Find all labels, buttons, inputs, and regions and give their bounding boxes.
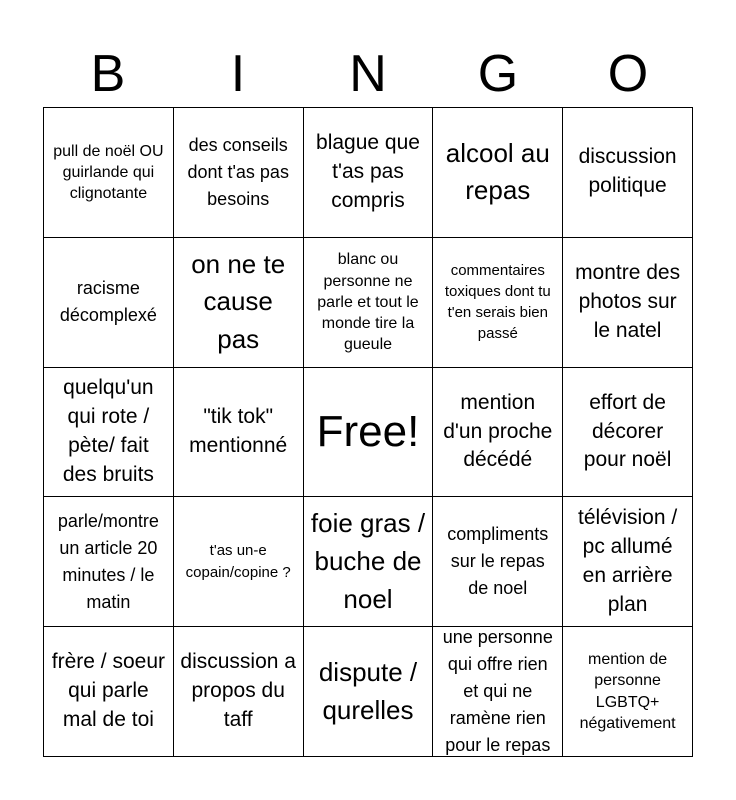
- bingo-cell[interactable]: [563, 238, 693, 368]
- cell-text: commentaires toxiques dont tu t'en serais bien passé: [444, 261, 551, 343]
- bingo-cell[interactable]: [433, 627, 563, 757]
- cell-text: parle/montre un article 20 minutes / le matin: [57, 510, 159, 612]
- bingo-cell[interactable]: [304, 108, 434, 238]
- bingo-grid: [43, 107, 693, 757]
- cell-text: montre des photos sur le natel: [575, 260, 681, 342]
- cell-text: t'as un-e copain/copine ?: [185, 542, 291, 581]
- cell-text: une personne qui offre rien et qui ne ramène rien pour le repas: [442, 627, 553, 756]
- bingo-cell[interactable]: [174, 368, 304, 498]
- header-letter-o: O: [607, 45, 649, 103]
- bingo-cell[interactable]: [563, 108, 693, 238]
- bingo-header: [43, 40, 693, 108]
- bingo-cell[interactable]: [563, 627, 693, 757]
- bingo-cell[interactable]: [304, 497, 434, 627]
- bingo-cell[interactable]: [304, 238, 434, 368]
- bingo-cell[interactable]: [433, 497, 563, 627]
- header-letter-n: N: [349, 45, 387, 103]
- bingo-cell[interactable]: [44, 497, 174, 627]
- free-cell[interactable]: [304, 368, 434, 498]
- cell-text: mention de personne LGBTQ+ négativement: [579, 651, 676, 732]
- cell-text: blanc ou personne ne parle et tout le monde tire la gueule: [317, 251, 419, 353]
- cell-text: frère / soeur qui parle mal de toi: [51, 650, 165, 732]
- cell-text: discussion politique: [578, 145, 677, 198]
- cell-text: effort de décorer pour noël: [583, 390, 672, 472]
- cell-text: racisme décomplexé: [59, 278, 157, 326]
- bingo-cell[interactable]: [44, 627, 174, 757]
- header-letter-b: B: [90, 45, 126, 103]
- bingo-cell[interactable]: [304, 627, 434, 757]
- free-text: Free!: [316, 406, 420, 456]
- cell-text: mention d'un proche décédé: [443, 390, 553, 472]
- cell-text: discussion a propos du taff: [180, 650, 296, 732]
- cell-text: compliments sur le repas de noel: [447, 524, 549, 599]
- cell-text: alcool au repas: [445, 137, 550, 206]
- bingo-cell[interactable]: [44, 368, 174, 498]
- cell-text: foie gras / buche de noel: [310, 508, 426, 614]
- bingo-cell[interactable]: [563, 368, 693, 498]
- bingo-cell[interactable]: [433, 108, 563, 238]
- bingo-cell[interactable]: [433, 368, 563, 498]
- bingo-cell[interactable]: [563, 497, 693, 627]
- header-letter-i: I: [230, 45, 246, 103]
- cell-text: quelqu'un qui rote / pète/ fait des bruits: [62, 376, 154, 486]
- bingo-cell[interactable]: [174, 238, 304, 368]
- cell-text: dispute / qurelles: [318, 656, 418, 725]
- bingo-cell[interactable]: [174, 627, 304, 757]
- cell-text: pull de noël OU guirlande qui clignotante: [53, 142, 164, 202]
- bingo-cell[interactable]: [174, 497, 304, 627]
- cell-text: des conseils dont t'as pas besoins: [187, 134, 289, 209]
- header-letter-g: G: [477, 45, 519, 103]
- bingo-cell[interactable]: [44, 238, 174, 368]
- cell-text: télévision / pc allumé en arrière plan: [577, 505, 678, 616]
- cell-text: on ne te cause pas: [191, 248, 286, 355]
- bingo-cell[interactable]: [433, 238, 563, 368]
- cell-text: blague que t'as pas compris: [316, 130, 420, 212]
- bingo-cell[interactable]: [44, 108, 174, 238]
- cell-text: "tik tok" mentionné: [189, 405, 288, 457]
- bingo-cell[interactable]: [174, 108, 304, 238]
